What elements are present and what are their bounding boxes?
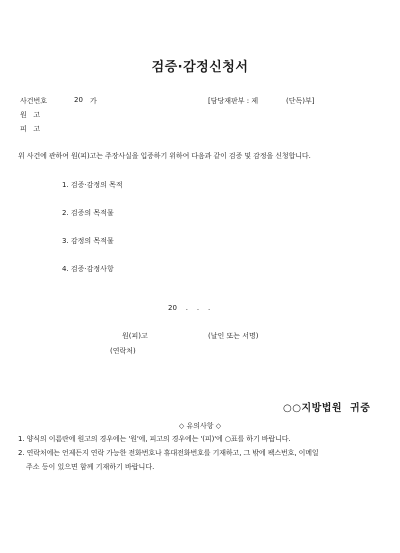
document-title: 검증·감정신청서 bbox=[151, 60, 249, 75]
applicant-label: 원(피)고 bbox=[122, 332, 148, 340]
item-matters: 4. 검증·감정사항 bbox=[62, 265, 114, 273]
case-type: 가 bbox=[90, 97, 97, 105]
notice-item-2-line1: 2. 연락처에는 언제든지 연락 가능한 전화번호나 휴대전화번호를 기재하고, 그 밖에 팩스번호, 이메일 bbox=[18, 449, 319, 457]
item-purpose: 1. 검증·감정의 목적 bbox=[62, 181, 123, 189]
intro-text: 위 사건에 관하여 원(피)고는 주장사실을 입증하기 위하여 다음과 같이 검증 및 감정을 신청합니다. bbox=[18, 152, 311, 160]
notice-title: ◇ 유의사항 ◇ bbox=[178, 422, 222, 430]
item-inspection-object: 2. 검증의 목적물 bbox=[62, 209, 114, 217]
date-line: 20 . . . bbox=[168, 304, 211, 312]
division-label: [담당재판부 : 제 bbox=[208, 97, 259, 105]
court-name: ○○지방법원 귀중 bbox=[283, 403, 371, 414]
notice-item-2-line2: 주소 등이 있으면 함께 기재하기 바랍니다. bbox=[26, 463, 155, 471]
contact-label: (연락처) bbox=[110, 347, 136, 355]
case-year: 20 bbox=[74, 96, 83, 104]
defendant-label: 피 고 bbox=[20, 125, 41, 133]
seal-signature-text: (날인 또는 서명) bbox=[208, 332, 259, 340]
notice-item-1: 1. 양식의 이름란에 원고의 경우에는 '원'에, 피고의 경우에는 '(피)'에 ○표를 하기 바랍니다. bbox=[18, 435, 291, 443]
plaintiff-label: 원 고 bbox=[20, 111, 41, 119]
division-suffix: (단독)부] bbox=[286, 97, 315, 105]
item-appraisal-object: 3. 감정의 목적물 bbox=[62, 237, 114, 245]
case-number-label: 사건번호 bbox=[20, 97, 48, 105]
